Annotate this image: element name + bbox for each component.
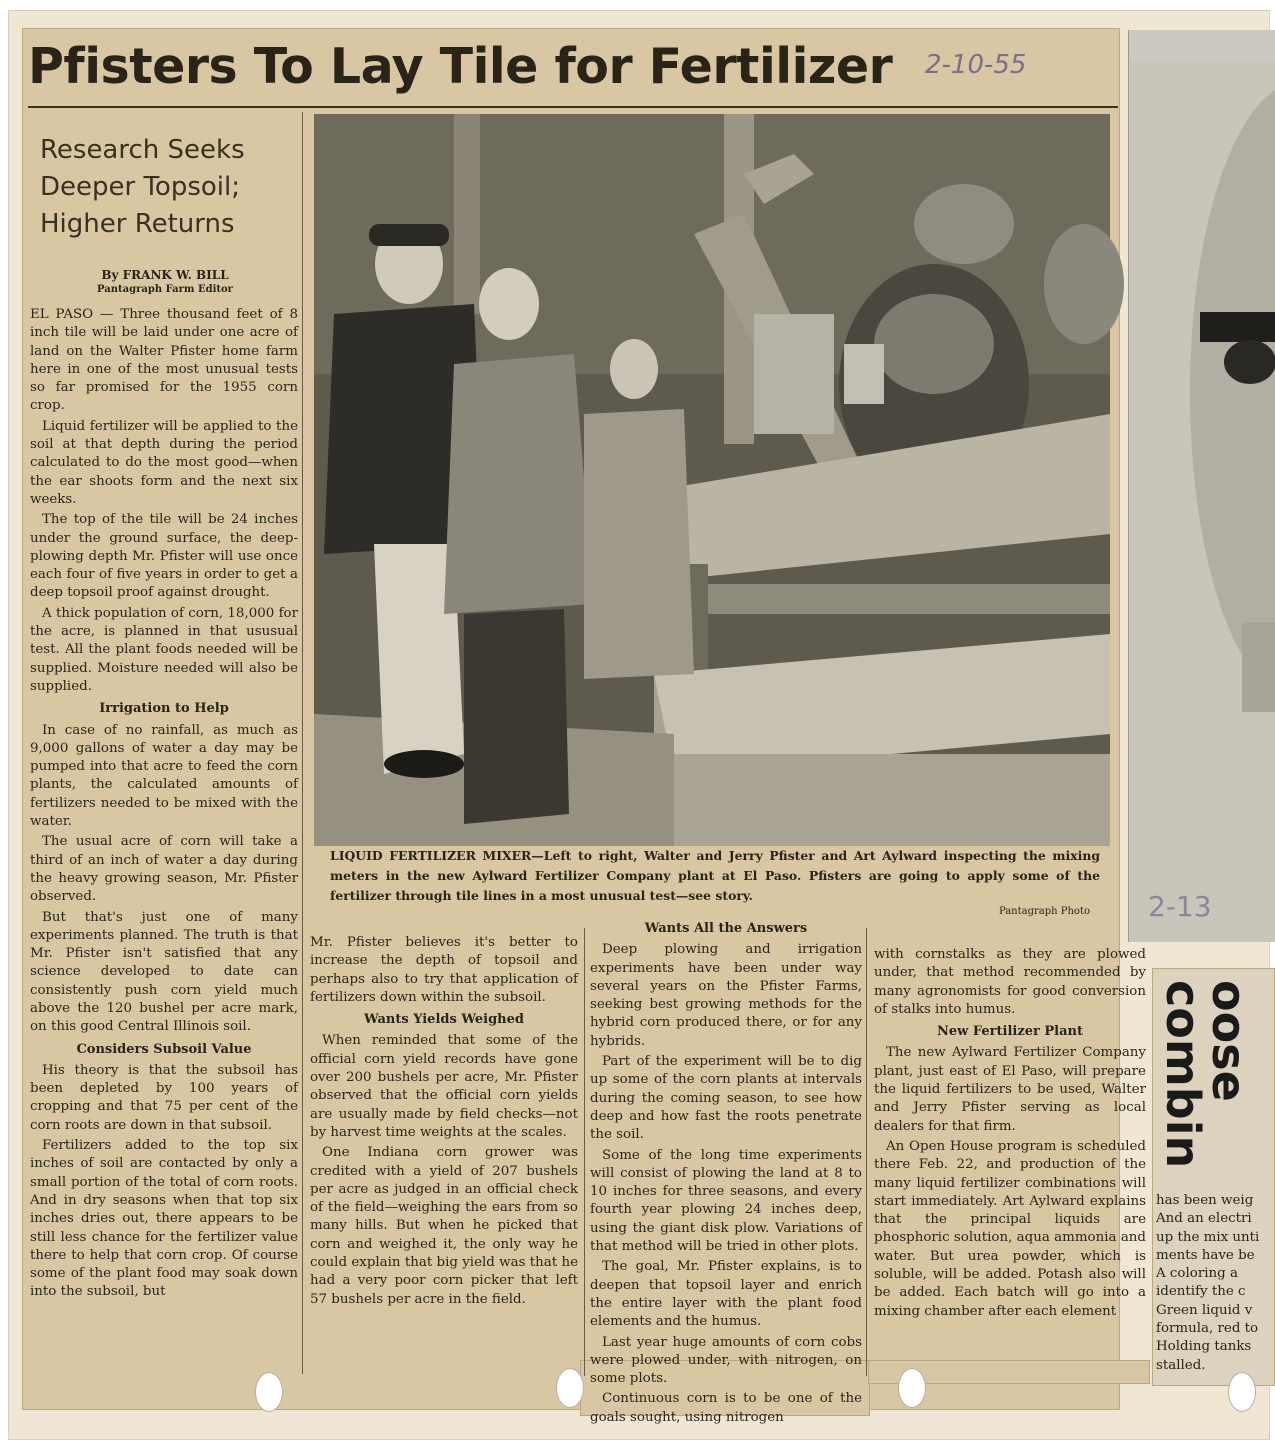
paragraph: In case of no rainfall, as much as 9,000 gallons of water a day may be pumped into that acre to feed the corn plants, the calculated amounts of fertilizers needed to be mixed with the water. xyxy=(30,722,298,830)
text-line: ments have be xyxy=(1156,1247,1255,1263)
section-heading: Wants All the Answers xyxy=(644,921,808,936)
paragraph: Fertilizers added to the top six inches of soil are contacted by only a small portion of the total of corn roots. And in dry seasons when that top six inches dries out, there appears to be still less chance for the fertilizer value there to help that corn crop. Of course some of the plant food may soak down into the subsoil, but xyxy=(30,1138,298,1300)
photo-credit: Pantagraph Photo xyxy=(998,906,1090,917)
subheadline xyxy=(40,132,290,244)
section-heading: New Fertilizer Plant xyxy=(937,1024,1083,1040)
handwritten-date: 2-10-55 xyxy=(925,50,1027,80)
section-heading: Wants Yields Weighed xyxy=(364,1012,524,1028)
paragraph: The new Aylward Fertilizer Company plant, just east of El Paso, will prepare the liquid fertilizers to be used, Walter and Jerry Pfister serving as local dealers for that firm. xyxy=(874,1045,1146,1134)
text-line: And an electri xyxy=(1156,1211,1252,1227)
paragraph: Some of the long time experiments will consist of plowing the land at 8 to 10 inches for three seasons, and every fourth year plowing 24 inches deep, using the giant disk plow. Variations of that method will be tried in other plots. xyxy=(590,1147,862,1255)
headline-rule xyxy=(28,106,1118,108)
paragraph: Continuous corn is to be one of the goals sought, using nitrogen xyxy=(590,1391,862,1425)
article-column-fragment xyxy=(1156,1192,1274,1382)
binder-hole xyxy=(556,1368,584,1408)
portrait-photo xyxy=(1130,62,1275,942)
paragraph: The usual acre of corn will take a third of an inch of water a day during the heavy growing season, Mr. Pfister observed. xyxy=(30,834,298,905)
paragraph: Deep plowing and irrigation experiments have been under way several years on the Pfister Farms, seeking best growing methods for the hybrid corn produced there, or for any hybrids. xyxy=(590,942,862,1049)
rotated-line: combin xyxy=(1156,980,1210,1169)
byline-title: Pantagraph Farm Editor xyxy=(97,284,233,295)
paragraph: with cornstalks as they are plowed under, that method recommended by many agronomists for good conversion of stalks into humus. xyxy=(874,947,1146,1017)
binder-hole xyxy=(255,1372,283,1412)
news-photo xyxy=(314,114,1110,846)
column-rule xyxy=(302,112,303,1374)
portrait-illustration xyxy=(1130,62,1275,942)
subhead-line: Research Seeks xyxy=(40,135,245,165)
text-line: Green liquid v xyxy=(1156,1302,1253,1318)
article-column-1 xyxy=(30,306,298,1390)
paragraph: The top of the tile will be 24 inches under the ground surface, the deep-plowing depth Mr. Pfister will use once each four of five years in order to get a deep topsoil proof against drought. xyxy=(30,512,298,601)
section-heading: Considers Subsoil Value xyxy=(76,1041,252,1057)
rotated-headline xyxy=(1156,980,1256,1190)
paragraph: EL PASO — Three thousand feet of 8 inch tile will be laid under one acre of land on the Walter Pfister home farm here in one of the most unusual tests so far promised for the 1955 corn crop. xyxy=(30,307,298,414)
paragraph: When reminded that some of the official corn yield records have gone over 200 bushels per acre, Mr. Pfister observed that the official corn yields are usually made by field checks—not by harvest time weights at the scales. xyxy=(310,1033,578,1140)
paragraph: The goal, Mr. Pfister explains, is to deepen that topsoil layer and enrich the entire layer with the plant food elements and the humus. xyxy=(590,1259,862,1330)
section-heading: Irrigation to Help xyxy=(99,701,229,717)
text-line: A coloring a xyxy=(1156,1266,1238,1282)
paragraph: One Indiana corn grower was credited with a yield of 207 bushels per acre as judged in an official check of the field—weighing the ears from so many hills. But when he picked that corn and weighed it, the only way he could explain that big yield was that he had a very poor corn picker that left 57 bushels per acre in the field. xyxy=(310,1145,578,1307)
column-rule xyxy=(866,928,867,1376)
article-column-3 xyxy=(590,916,862,1425)
binder-hole xyxy=(898,1368,926,1408)
handwritten-date: 2-13 xyxy=(1148,890,1212,923)
paragraph: But that's just one of many experiments planned. The truth is that Mr. Pfister isn't satisfied that any science developed to date can consistently push corn yield much above the 120 bushel per acre mark, on this good Central Illinois soil. xyxy=(30,909,298,1035)
paragraph: Liquid fertilizer will be applied to the soil at that depth during the period calculated to do the most good—when the ear shoots form and the next six weeks. xyxy=(30,418,298,507)
byline: By FRANK W. BILL xyxy=(101,268,229,282)
rotated-line: oose xyxy=(1202,980,1256,1102)
paragraph: Part of the experiment will be to dig up some of the corn plants at intervals during the coming season, to see how deep and how fast the roots penetrate the soil. xyxy=(590,1054,862,1143)
photo-illustration xyxy=(314,114,1110,846)
text-line: identify the c xyxy=(1156,1284,1246,1300)
text-line: has been weig xyxy=(1156,1193,1254,1208)
paragraph: An Open House program is scheduled there Feb. 22, and production of the many liquid fertilizer combinations will start immediately. Art Aylward explains that the principal liquids are phosphoric solution, aqua ammonia and water. But urea powder, which is soluble, will be added. Potash also will be added. Each batch will go into a mixing chamber after each element xyxy=(874,1138,1146,1319)
headline: Pfisters To Lay Tile for Fertilizer xyxy=(28,38,893,95)
subhead-line: Higher Returns xyxy=(40,209,235,239)
text-line: up the mix unti xyxy=(1156,1229,1260,1245)
article-column-4 xyxy=(874,946,1146,1386)
column-rule xyxy=(584,928,585,1376)
text-line: stalled. xyxy=(1156,1357,1206,1373)
subhead-line: Deeper Topsoil; xyxy=(40,172,241,202)
paragraph: Last year huge amounts of corn cobs were plowed under, with nitrogen, on some plots. xyxy=(590,1334,862,1387)
text-line: formula, red to xyxy=(1156,1321,1259,1337)
paragraph: Mr. Pfister believes it's better to increase the depth of topsoil and perhaps also to try that application of fertilizers down within the subsoil. xyxy=(310,935,578,1005)
article-column-2 xyxy=(310,934,578,1374)
text-line: Holding tanks xyxy=(1156,1339,1252,1355)
paragraph: A thick population of corn, 18,000 for the acre, is planned in that ususual test. All the plant foods needed will be supplied. Moisture needed will also be supplied. xyxy=(30,605,298,694)
binder-hole xyxy=(1228,1372,1256,1412)
paragraph: His theory is that the subsoil has been depleted by 100 years of cropping and that 75 per cent of the corn roots are down in that subsoil. xyxy=(30,1062,298,1133)
photo-caption: LIQUID FERTILIZER MIXER—Left to right, Walter and Jerry Pfister and Art Aylward inspecting the mixing meters in the new Aylward Fertilizer Company plant at El Paso. Pfisters are going to apply some of the fertilizer through tile lines in a most unusual test—see story. xyxy=(330,848,1100,903)
